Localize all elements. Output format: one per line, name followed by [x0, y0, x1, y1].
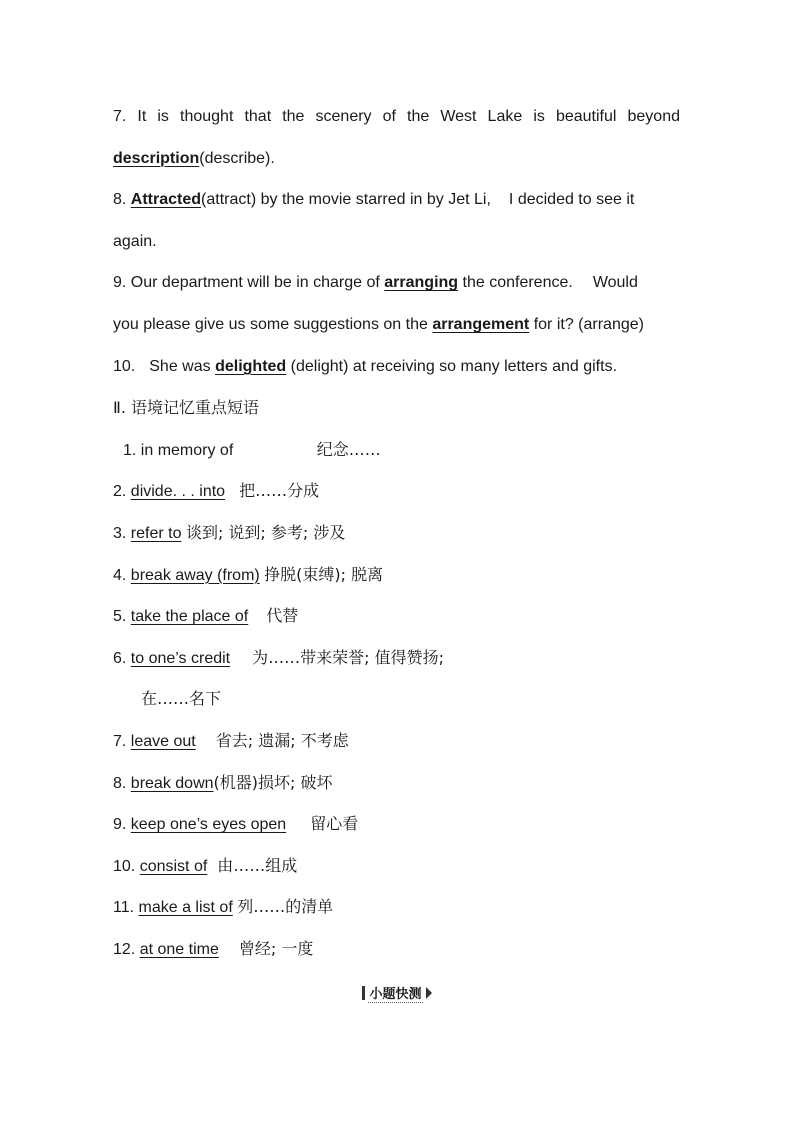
phrase-num: 4.	[113, 566, 127, 584]
phrase-num: 2.	[113, 483, 127, 501]
exercise-text: you please give us some suggestions on the	[113, 315, 428, 333]
exercise-text: (delight) at receiving so many letters and gifts.	[290, 357, 618, 375]
phrase-text: keep one’s eyes open	[130, 816, 287, 834]
phrase-item	[113, 512, 680, 554]
phrase-text: in memory of	[140, 441, 234, 459]
exercise-text: It is thought that the scenery of the West Lake is beautiful beyond	[137, 108, 680, 125]
exercise-text: (describe).	[199, 149, 275, 167]
exercise-text: again.	[113, 232, 157, 250]
exercise-9-line2	[113, 304, 680, 346]
phrase-num: 1.	[123, 441, 137, 459]
answer-word: arranging	[384, 274, 459, 292]
phrase-item	[113, 470, 680, 512]
phrase-item	[113, 803, 680, 845]
phrase-num: 7.	[113, 732, 127, 750]
phrase-item	[113, 637, 680, 679]
phrase-text: refer to	[130, 524, 182, 542]
phrase-num: 12.	[113, 940, 136, 958]
phrase-item	[113, 928, 680, 970]
answer-word: Attracted	[130, 191, 202, 209]
phrase-text: break away (from)	[130, 566, 260, 584]
phrase-item	[113, 845, 680, 887]
exercise-10-line	[113, 346, 680, 388]
phrase-num: 6.	[113, 649, 127, 667]
phrase-item	[113, 762, 680, 804]
answer-word: delighted	[215, 357, 287, 375]
phrase-num: 11.	[113, 899, 135, 917]
answer-word: arrangement	[432, 315, 530, 333]
phrase-item	[113, 429, 680, 471]
exercise-text: She was	[149, 357, 211, 375]
phrase-text: to one’s credit	[130, 649, 231, 667]
quick-test-banner	[0, 983, 794, 1003]
phrase-meaning: 纪念……	[316, 439, 381, 459]
exercise-text: (attract) by the movie starred in by Jet Li,	[201, 191, 491, 209]
phrase-meaning: 为……带来荣誉; 值得赞扬;	[252, 647, 444, 667]
exercise-7-line1	[113, 96, 680, 138]
answer-word: description	[113, 149, 200, 167]
phrase-meaning: 由……组成	[217, 855, 298, 875]
phrase-text: consist of	[139, 857, 208, 875]
exercise-text: Our department will be in charge of	[130, 274, 380, 292]
phrase-num: 8.	[113, 774, 127, 792]
phrase-item-continuation	[113, 678, 680, 720]
section-2-heading: Ⅱ. 语境记忆重点短语	[113, 398, 260, 418]
phrase-meaning: 省去; 遗漏; 不考虑	[215, 730, 349, 750]
phrase-text: at one time	[139, 940, 219, 958]
exercise-9-line1	[113, 262, 680, 304]
phrase-meaning: 留心看	[310, 814, 359, 834]
exercise-num: 10.	[113, 357, 136, 375]
phrase-text: take the place of	[130, 608, 249, 626]
exercise-text: I decided to see it	[508, 191, 635, 209]
phrase-text: break down	[130, 774, 214, 792]
phrase-text: leave out	[130, 732, 196, 750]
phrase-meaning: 在……名下	[141, 689, 222, 709]
phrase-meaning: 把……分成	[239, 481, 320, 501]
worksheet-page	[113, 96, 680, 969]
phrase-meaning: 谈到; 说到; 参考; 涉及	[185, 522, 346, 542]
exercise-8-line1	[113, 179, 680, 221]
exercise-8-line2	[113, 221, 680, 263]
phrase-num: 9.	[113, 816, 127, 834]
exercise-num: 8.	[113, 191, 127, 209]
phrase-meaning: 挣脱(束缚); 脱离	[264, 564, 384, 584]
phrase-meaning: 曾经; 一度	[238, 938, 314, 958]
banner-arrow-icon	[426, 987, 432, 999]
phrase-text: divide. . . into	[130, 483, 226, 501]
exercise-7-line2	[113, 138, 680, 180]
banner-label: 小题快测	[368, 983, 422, 1003]
phrase-item	[113, 720, 680, 762]
phrase-item	[113, 554, 680, 596]
phrase-item	[113, 886, 680, 928]
phrase-num: 10.	[113, 857, 136, 875]
phrase-meaning: 列……的清单	[237, 897, 334, 917]
banner-bar-icon	[362, 986, 365, 1000]
phrase-num: 5.	[113, 608, 127, 626]
phrase-meaning: 代替	[266, 606, 299, 626]
phrase-num: 3.	[113, 524, 127, 542]
phrase-item	[113, 595, 680, 637]
exercise-text: the conference.	[462, 274, 573, 292]
exercise-num: 7.	[113, 108, 127, 125]
exercise-text: for it? (arrange)	[533, 315, 644, 333]
exercise-text: Would	[592, 274, 638, 292]
exercise-num: 9.	[113, 274, 127, 292]
phrase-meaning: (机器)损坏; 破坏	[213, 772, 333, 792]
phrase-text: make a list of	[138, 899, 233, 917]
